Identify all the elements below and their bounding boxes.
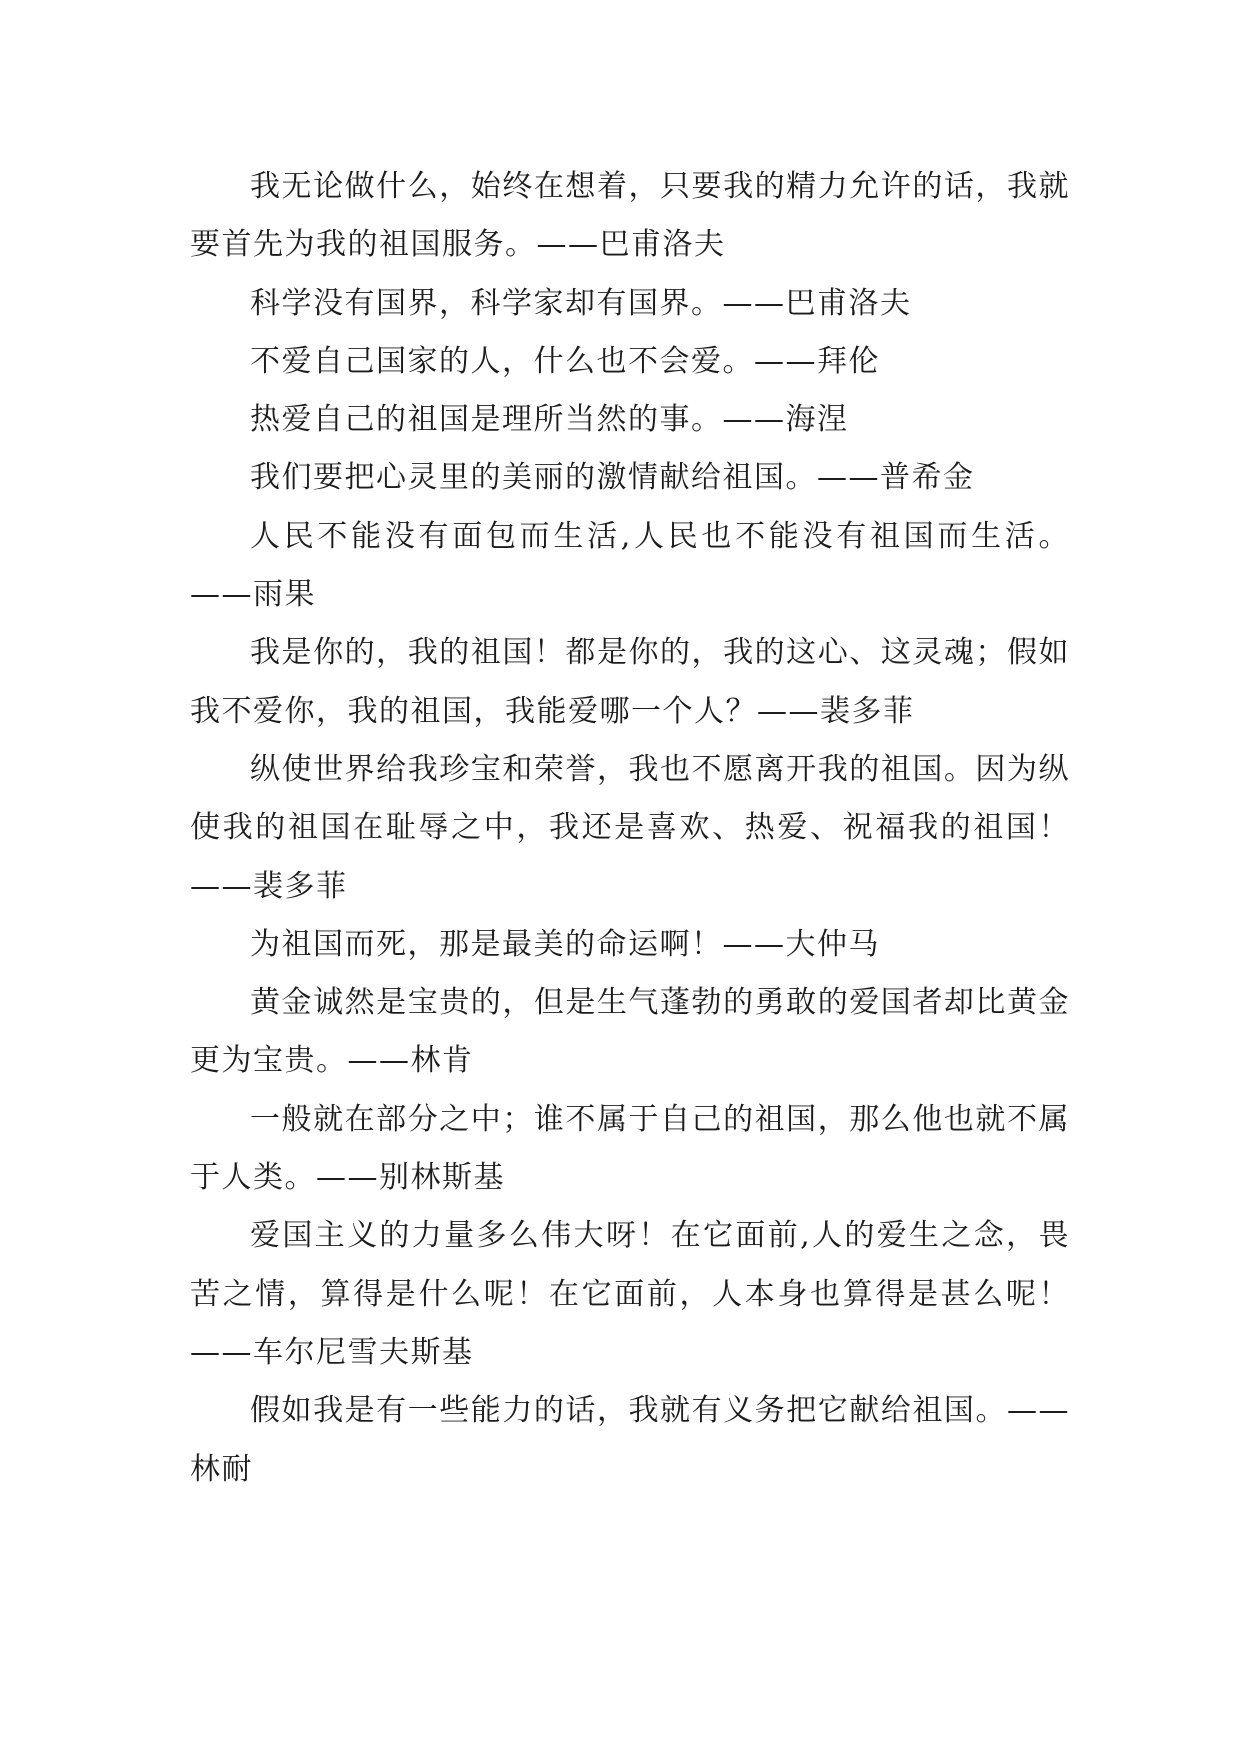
quote-paragraph: 我无论做什么，始终在想着，只要我的精力允许的话，我就要首先为我的祖国服务。——巴甫洛夫 <box>190 169 1070 263</box>
quote-paragraph: 我是你的，我的祖国！都是你的，我的这心、这灵魂；假如我不爱你，我的祖国，我能爱哪一个人？——裴多菲 <box>190 635 1070 729</box>
quote-paragraph: 我们要把心灵里的美丽的激情献给祖国。——普希金 <box>250 460 975 496</box>
quote-paragraph: 纵使世界给我珍宝和荣誉，我也不愿离开我的祖国。因为纵使我的祖国在耻辱之中，我还是喜欢、热爱、祝福我的祖国！——裴多菲 <box>190 751 1070 904</box>
quote-paragraph: 黄金诚然是宝贵的，但是生气蓬勃的勇敢的爱国者却比黄金更为宝贵。——林肯 <box>190 985 1070 1079</box>
quote-paragraph: 为祖国而死，那是最美的命运啊！——大仲马 <box>250 926 880 962</box>
quote-paragraph: 科学没有国界，科学家却有国界。——巴甫洛夫 <box>250 285 912 321</box>
quote-paragraph: 一般就在部分之中；谁不属于自己的祖国，那么他也就不属于人类。——别林斯基 <box>190 1101 1070 1196</box>
quote-paragraph: 人民不能没有面包而生活,人民也不能没有祖国而生活。——雨果 <box>190 518 1070 613</box>
quote-paragraph: 假如我是有一些能力的话，我就有义务把它献给祖国。——林耐 <box>190 1393 1070 1487</box>
quote-paragraph: 不爱自己国家的人，什么也不会爱。——拜伦 <box>250 343 880 379</box>
document-body <box>190 158 1070 1499</box>
quote-paragraph: 热爱自己的祖国是理所当然的事。——海涅 <box>250 402 849 438</box>
quote-paragraph: 爱国主义的力量多么伟大呀！在它面前,人的爱生之念，畏苦之情，算得是什么呢！在它面前，人本身也算得是甚么呢！——车尔尼雪夫斯基 <box>190 1218 1070 1370</box>
